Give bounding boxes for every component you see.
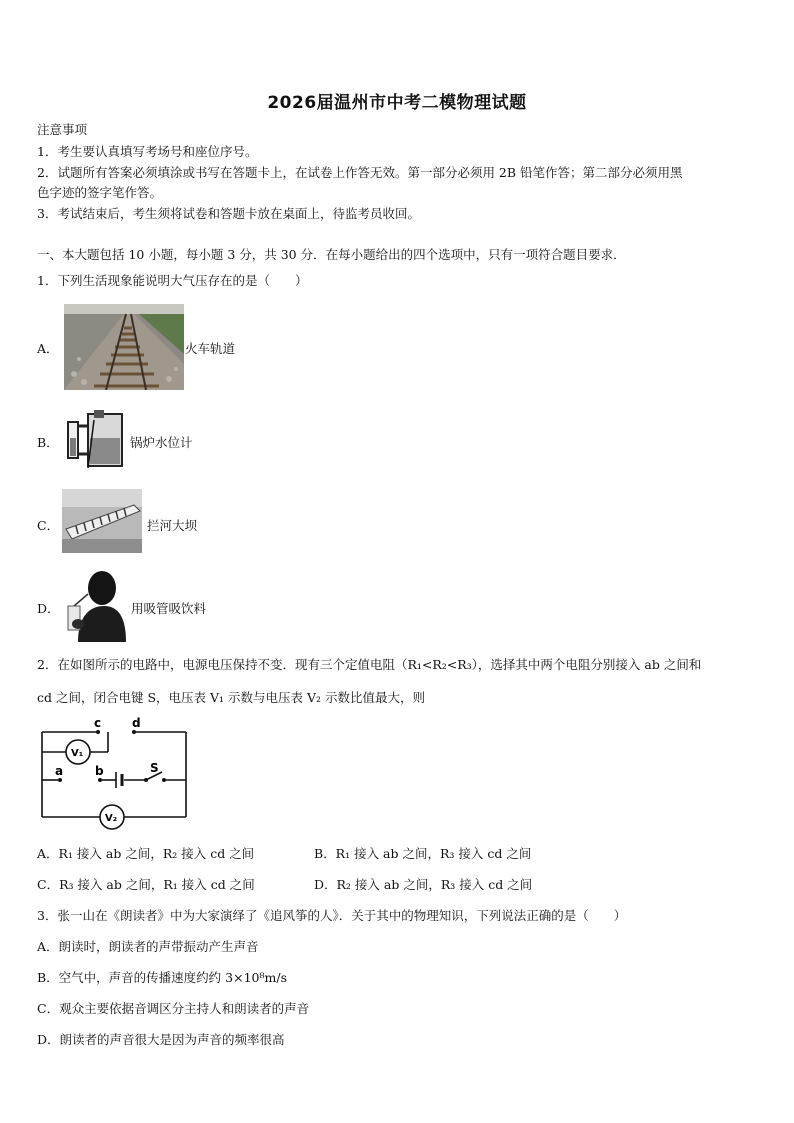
terminal-d-label: d — [132, 716, 141, 730]
q1-option-b-text: 锅炉水位计 — [130, 435, 193, 450]
q2-option-a: A．R₁ 接入 ab 之间，R₂ 接入 cd 之间 — [37, 846, 255, 861]
notice-item-2: 2．试题所有答案必须填涂或书写在答题卡上，在试卷上作答无效。第一部分必须用 2B 铅笔作答；第二部分必须用黑 — [37, 165, 683, 180]
notice-item-3: 3．考试结束后，考生须将试卷和答题卡放在桌面上，待监考员收回。 — [37, 206, 420, 221]
q1-option-d-label: D． — [37, 601, 60, 616]
voltmeter-v1-label: V₁ — [71, 748, 84, 759]
switch-s-label: S — [150, 761, 159, 775]
q2-option-c: C．R₃ 接入 ab 之间，R₁ 接入 cd 之间 — [37, 877, 255, 892]
page-title: 2026届温州市中考二模物理试题 — [267, 93, 527, 113]
section-heading: 一、本大题包括 10 小题，每小题 3 分，共 30 分．在每小题给出的四个选项中，只有一项符合题目要求． — [37, 247, 626, 262]
q1-option-a-label: A． — [37, 341, 59, 356]
q1-option-b-label: B． — [37, 435, 59, 450]
q3-option-a: A．朗读时，朗读者的声带振动产生声音 — [37, 939, 259, 954]
q1-option-a-text: 火车轨道 — [185, 341, 236, 356]
q3-option-d: D．朗读者的声音很大是因为声音的频率很高 — [37, 1032, 285, 1047]
q3-stem: 3．张一山在《朗读者》中为大家演绎了《追风筝的人》．关于其中的物理知识，下列说法正确的是（ ） — [37, 908, 627, 923]
q1-option-c-label: C． — [37, 518, 60, 533]
child-drinking-straw-image — [64, 568, 128, 642]
circuit-diagram — [38, 712, 192, 834]
terminal-c-label: c — [94, 716, 102, 730]
q1-option-d-text: 用吸管吸饮料 — [131, 601, 207, 616]
notice-item-1: 1．考生要认真填写考场号和座位序号。 — [37, 144, 258, 159]
q3-option-b: B．空气中，声音的传播速度约约 3×10⁸m/s — [37, 970, 287, 985]
terminal-a-label: a — [55, 764, 64, 778]
railway-track-image — [64, 304, 184, 390]
notice-heading: 注意事项 — [37, 122, 88, 137]
q2-option-d: D．R₂ 接入 ab 之间，R₃ 接入 cd 之间 — [314, 877, 533, 892]
voltmeter-v2-label: V₂ — [105, 813, 118, 824]
notice-item-2-cont: 色字迹的签字笔作答。 — [37, 185, 163, 200]
q3-option-c: C．观众主要依据音调区分主持人和朗读者的声音 — [37, 1001, 310, 1016]
boiler-water-gauge-image — [64, 408, 126, 468]
terminal-b-label: b — [95, 764, 104, 778]
river-dam-image — [62, 489, 142, 553]
q1-stem: 1．下列生活现象能说明大气压存在的是（ ） — [37, 273, 308, 288]
q2-option-b: B．R₁ 接入 ab 之间，R₃ 接入 cd 之间 — [314, 846, 532, 861]
q2-stem-line1: 2．在如图所示的电路中，电源电压保持不变．现有三个定值电阻（R₁<R₂<R₃），选择其中两个电阻分别接入 ab 之间和 — [37, 657, 702, 672]
q1-option-c-text: 拦河大坝 — [147, 518, 198, 533]
q2-stem-line2: cd 之间，闭合电键 S，电压表 V₁ 示数与电压表 V₂ 示数比值最大，则 — [37, 690, 425, 705]
